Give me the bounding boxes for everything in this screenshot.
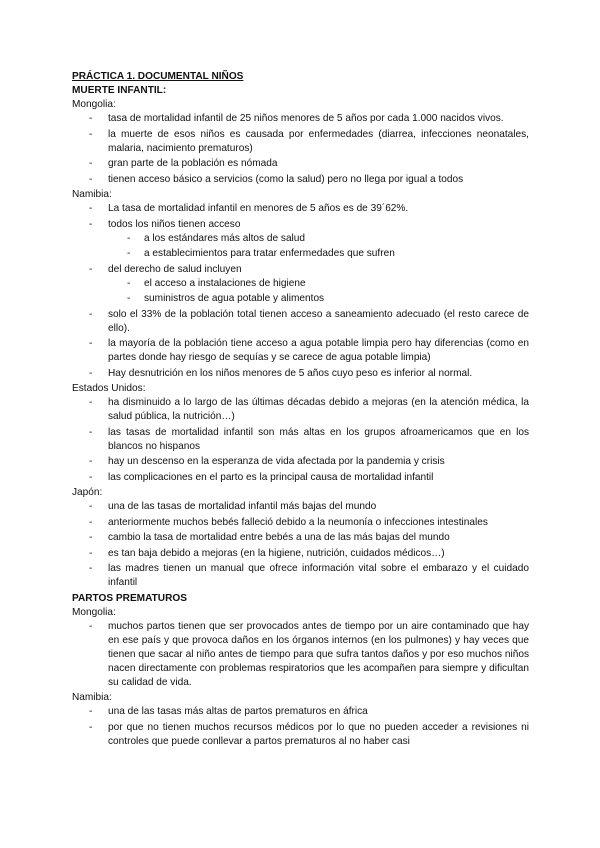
sub-list-item [108,247,529,261]
bullet-list [72,396,529,485]
list-item [72,500,529,514]
sub-list-item [108,292,529,306]
list-item [72,157,529,171]
dash-bullet-icon: - [89,426,93,438]
section-title: PARTOS PREMATUROS [72,592,187,604]
list-item [72,516,529,530]
list-item-text: muchos partos tienen que ser provocados antes de tiempo por un aire contaminado que hay en ese país y que provoca daños en los órganos internos (en los pulmones) y hay veces que tienen que sacar al niño antes de tiempo para que sufra tantos daños y por eso muchos niños nacen directamente con problemas respiratorios que les acompañen para siempre y dificultan su calidad de vida. [108,620,529,688]
dash-bullet-icon: - [89,203,93,214]
dash-bullet-icon: - [89,113,93,124]
list-item-text: las madres tienen un manual que ofrece información vital sobre el embarazo y el cuidado infantil [108,563,529,588]
sub-list-item [108,277,529,291]
bullet-list [72,705,529,749]
list-item-text: del derecho de salud incluyen [108,263,242,275]
dash-bullet-icon: - [127,293,131,304]
list-item-text: La tasa de mortalidad infantil en menores de 5 años es de 39´62%. [108,203,409,214]
sub-bullet-list [108,232,529,262]
dash-bullet-icon: - [89,218,93,230]
list-item-text: es tan baja debido a mejoras (en la higiene, nutrición, cuidados médicos…) [108,547,445,559]
dash-bullet-icon: - [89,563,93,574]
list-item-text: tasa de mortalidad infantil de 25 niños menores de 5 años por cada 1.000 nacidos vivos. [108,113,504,124]
dash-bullet-icon: - [127,248,131,259]
list-item-text: Hay desnutrición en los niños menores de 5 años cuyo peso es inferior al normal. [108,367,473,379]
dash-bullet-icon: - [89,367,93,379]
sub-bullet-list [108,277,529,307]
dash-bullet-icon: - [89,173,93,185]
dash-bullet-icon: - [89,547,93,559]
sections-container [72,84,529,749]
list-item-text: todos los niños tienen acceso [108,218,241,230]
list-item [72,218,529,262]
list-item-text: hay un descenso en la esperanza de vida afectada por la pandemia y crisis [108,456,445,467]
country-heading: Mongolia: [72,99,116,110]
dash-bullet-icon: - [89,263,93,275]
country-heading: Namibia: [72,189,112,200]
list-item-text: la muerte de esos niños es causada por enfermedades (diarrea, infecciones neonatales, malaria, nacimiento prematuros) [108,128,529,154]
list-item-text: las complicaciones en el parto es la principal causa de mortalidad infantil [108,471,434,483]
dash-bullet-icon: - [89,516,93,528]
list-item [72,367,529,381]
list-item-text: una de las tasas más altas de partos prematuros en áfrica [108,706,368,717]
list-item [72,426,529,454]
list-item-text: anteriormente muchos bebés falleció debido a la neumonía o infecciones intestinales [108,516,488,528]
list-item [72,396,529,424]
list-item-text: tienen acceso básico a servicios (como la salud) pero no llega por igual a todos [108,173,464,185]
list-item [72,263,529,307]
dash-bullet-icon: - [89,706,93,717]
dash-bullet-icon: - [89,721,93,733]
dash-bullet-icon: - [89,620,93,632]
bullet-list [72,112,529,187]
list-item-text: por que no tienen muchos recursos médicos por lo que no pueden acceder a revisiones ni controles que puede conllevar a partos prematuros al no haber casi [108,721,529,747]
dash-bullet-icon: - [89,397,93,408]
list-item-text: solo el 33% de la población total tienen acceso a saneamiento adecuado (el resto carece de ello). [108,308,529,334]
sub-list-item-text: el acceso a instalaciones de higiene [144,277,306,289]
document-title: PRÁCTICA 1. DOCUMENTAL NIÑOS [72,71,244,82]
bullet-list [72,500,529,590]
country-heading: Estados Unidos: [72,383,146,394]
dash-bullet-icon: - [89,532,93,543]
list-item [72,202,529,216]
dash-bullet-icon: - [89,501,93,512]
list-item [72,471,529,485]
sub-list-item-text: a establecimientos para tratar enfermedades que sufren [144,248,395,259]
dash-bullet-icon: - [89,338,93,349]
bullet-list [72,202,529,381]
bullet-list [72,620,529,690]
country-heading: Mongolia: [72,606,116,618]
list-item [72,562,529,590]
list-item [72,455,529,469]
document-content [72,70,529,750]
list-item [72,128,529,156]
list-item [72,547,529,561]
dash-bullet-icon: - [89,308,93,320]
list-item-text: la mayoría de la población tiene acceso a agua potable limpia pero hay diferencias (como en partes donde hay riesgo de sequías y se carece de agua potable limpia) [108,338,529,363]
list-item-text: las tasas de mortalidad infantil son más altas en los grupos afroamericamos que en los blancos no hispanos [108,426,529,452]
dash-bullet-icon: - [127,277,131,289]
country-heading: Japón: [72,487,103,498]
section-title: MUERTE INFANTIL: [72,85,167,96]
dash-bullet-icon: - [89,456,93,467]
list-item-text: gran parte de la población es nómada [108,158,278,169]
list-item [72,308,529,336]
sub-list-item-text: suministros de agua potable y alimentos [144,293,325,304]
sub-list-item [108,232,529,246]
dash-bullet-icon: - [89,471,93,483]
list-item [72,531,529,545]
list-item [72,337,529,365]
list-item [72,705,529,719]
dash-bullet-icon: - [127,232,131,244]
list-item-text: una de las tasas de mortalidad infantil más bajas del mundo [108,501,377,512]
list-item [72,620,529,690]
list-item [72,112,529,126]
dash-bullet-icon: - [89,158,93,169]
dash-bullet-icon: - [89,128,93,140]
country-heading: Namibia: [72,692,112,703]
sub-list-item-text: a los estándares más altos de salud [144,232,306,244]
list-item [72,173,529,187]
list-item-text: ha disminuido a lo largo de las últimas décadas debido a mejoras (en la atención médica, la salud pública, la nutrición…) [108,397,529,422]
list-item [72,721,529,749]
list-item-text: cambio la tasa de mortalidad entre bebés a una de las más bajas del mundo [108,532,450,543]
